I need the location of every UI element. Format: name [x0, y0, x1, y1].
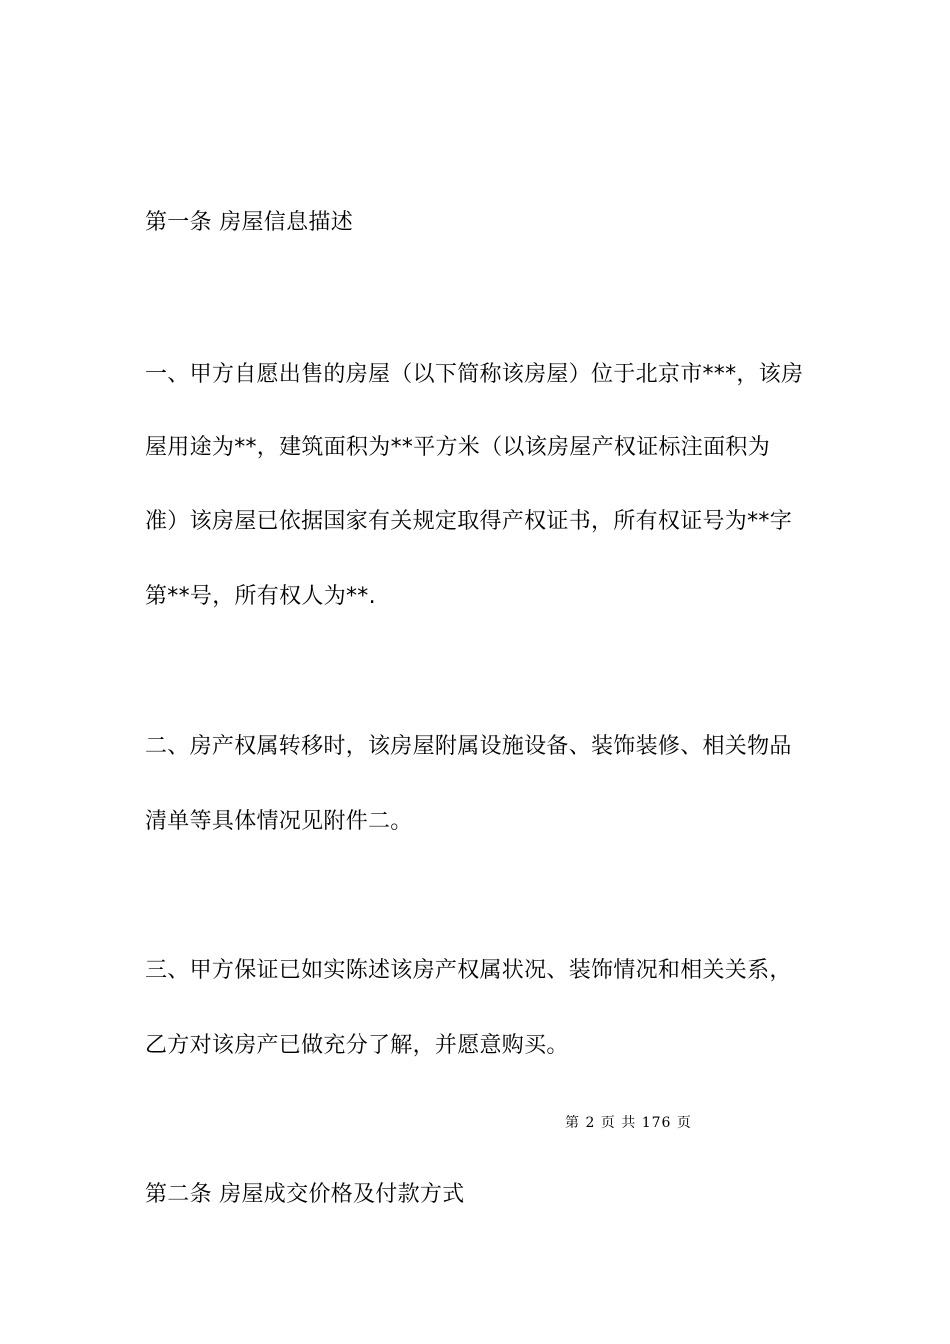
article-1-heading: 第一条 房屋信息描述 — [145, 210, 353, 235]
clause-3-line-2: 乙方对该房产已做充分了解，并愿意购买。 — [145, 1033, 569, 1058]
clause-2-line-1: 二、房产权属转移时，该房屋附属设施设备、装饰装修、相关物品 — [145, 734, 792, 759]
clause-2-line-2: 清单等具体情况见附件二。 — [145, 809, 413, 834]
clause-1-line-2: 屋用途为**，建筑面积为**平方米（以该房屋产权证标注面积为 — [145, 435, 771, 460]
clause-3-line-1: 三、甲方保证已如实陈述该房产权属状况、装饰情况和相关关系， — [145, 958, 792, 983]
article-2-heading: 第二条 房屋成交价格及付款方式 — [145, 1182, 465, 1207]
clause-1-line-1: 一、甲方自愿出售的房屋（以下简称该房屋）位于北京市***，该房 — [145, 362, 804, 387]
clause-1-line-4: 第**号，所有权人为**. — [145, 584, 376, 609]
clause-1-line-3: 准）该房屋已依据国家有关规定取得产权证书，所有权证号为**字 — [145, 509, 793, 534]
page-number-footer: 第 2 页 共 176 页 — [565, 1115, 692, 1131]
